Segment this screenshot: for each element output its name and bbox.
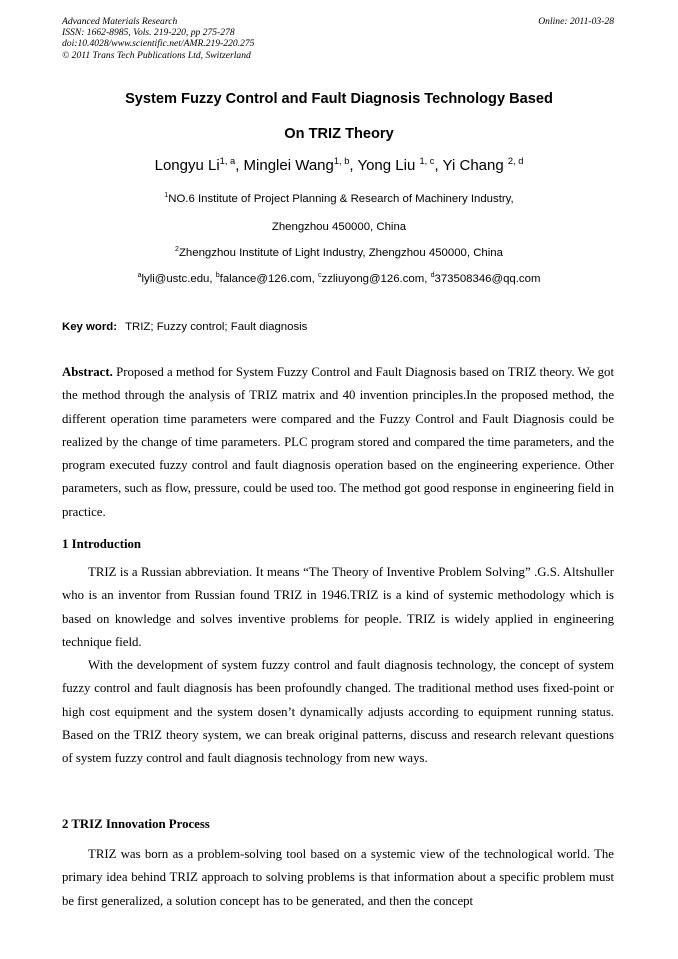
affiliation-1-line2: Zhengzhou 450000, China [271, 221, 407, 233]
email-link[interactable]: falance@126.com, [219, 273, 318, 285]
paragraph: TRIZ was born as a problem-solving tool based on a systemic view of the technological world. The primary idea behind TRIZ approach to solving problems is that information about a specific problem must be first generalized, a solution concept has to be generated, and then the concept [62, 847, 614, 908]
abstract-label: Abstract. [62, 365, 113, 379]
email-sup: d [430, 272, 435, 280]
keywords-label: Key word: [62, 321, 118, 333]
paper-title-line1: System Fuzzy Control and Fault Diagnosis Technology Based [125, 91, 553, 107]
section-heading-triz-process: 2 TRIZ Innovation Process [62, 817, 210, 831]
author-name: Yong Liu [357, 157, 420, 174]
author-sup: 1, b [333, 156, 350, 166]
keywords [62, 321, 307, 333]
abstract [62, 361, 614, 524]
issn-line: ISSN: 1662-8985, Vols. 219-220, pp 275-278 [62, 27, 235, 39]
email-link[interactable]: 373508346@qq.com [434, 273, 541, 285]
author-name: Longyu Li [154, 157, 220, 174]
email-line [0, 273, 678, 285]
paper-title-line2: On TRIZ Theory [284, 126, 394, 142]
affiliation-sup: 2 [175, 246, 179, 254]
affiliation-sup: 1 [164, 192, 169, 200]
journal-header [62, 16, 254, 61]
affiliation-text: NO.6 Institute of Project Planning & Research of Machinery Industry, [168, 193, 514, 205]
doi-line: doi:10.4028/www.scientific.net/AMR.219-220.275 [62, 38, 255, 50]
affiliation-text: Zhengzhou Institute of Light Industry, Zhengzhou 450000, China [178, 247, 503, 259]
email-sup: b [215, 272, 220, 280]
author-list: Longyu Li$^{1, a}$, Minglei Wang$^{1, b}$, Yong Liu $^{1, c}$, Yi Chang $^{2, d}$ [154, 156, 524, 174]
affiliation-1-line1 [0, 193, 678, 205]
section-heading-introduction: 1 Introduction [62, 537, 142, 551]
author-sup: 1, a [219, 156, 236, 166]
introduction-body [62, 561, 614, 771]
copyright-line: © 2011 Trans Tech Publications Ltd, Switzerland [62, 49, 251, 61]
author-sup: 2, d [507, 156, 524, 166]
email-link[interactable]: lyli@ustc.edu, [141, 273, 216, 285]
author-name: Yi Chang [442, 157, 508, 174]
email-link[interactable]: zzliuyong@126.com, [321, 273, 431, 285]
email-sup: c [317, 272, 322, 280]
online-date: Online: 2011-03-28 [538, 16, 614, 27]
abstract-text: Proposed a method for System Fuzzy Control and Fault Diagnosis based on TRIZ theory. We got the method through the analysis of TRIZ matrix and 40 invention principles.In the proposed method, the different operation time parameters were compared and the Fuzzy Control and Fault Diagnosis could be realized by the change of time parameters. PLC program stored and compared the time parameters, and the program executed fuzzy control and fault diagnosis operation based on the engineering experience. Other parameters, such as flow, pressure, could be used too. The method got good response in engineering field in practice. [62, 365, 614, 519]
paragraph: With the development of system fuzzy control and fault diagnosis technology, the concept of system fuzzy control and fault diagnosis has been profoundly changed. The traditional method uses fixed-point or high cost equipment and the system dosen’t dynamically adjusts according to equipment running status. Based on the TRIZ theory system, we can break original patterns, discuss and research relevant questions of system fuzzy control and fault diagnosis technology from new ways. [62, 658, 614, 766]
triz-process-body [62, 843, 614, 913]
keywords-text: TRIZ; Fuzzy control; Fault diagnosis [125, 321, 308, 333]
author-sup: 1, c [419, 156, 435, 166]
author-name: Minglei Wang [243, 157, 334, 174]
journal-name: Advanced Materials Research [62, 16, 178, 27]
paragraph: TRIZ is a Russian abbreviation. It means “The Theory of Inventive Problem Solving” .G.S. Altshuller who is an inventor from Russian found TRIZ in 1946.TRIZ is a kind of systemic methodology which is based on knowledge and solves inventive problems for people. TRIZ is widely applied in engineering technique field. [62, 565, 614, 649]
email-sup: a [137, 272, 142, 280]
affiliation-2 [0, 247, 678, 259]
